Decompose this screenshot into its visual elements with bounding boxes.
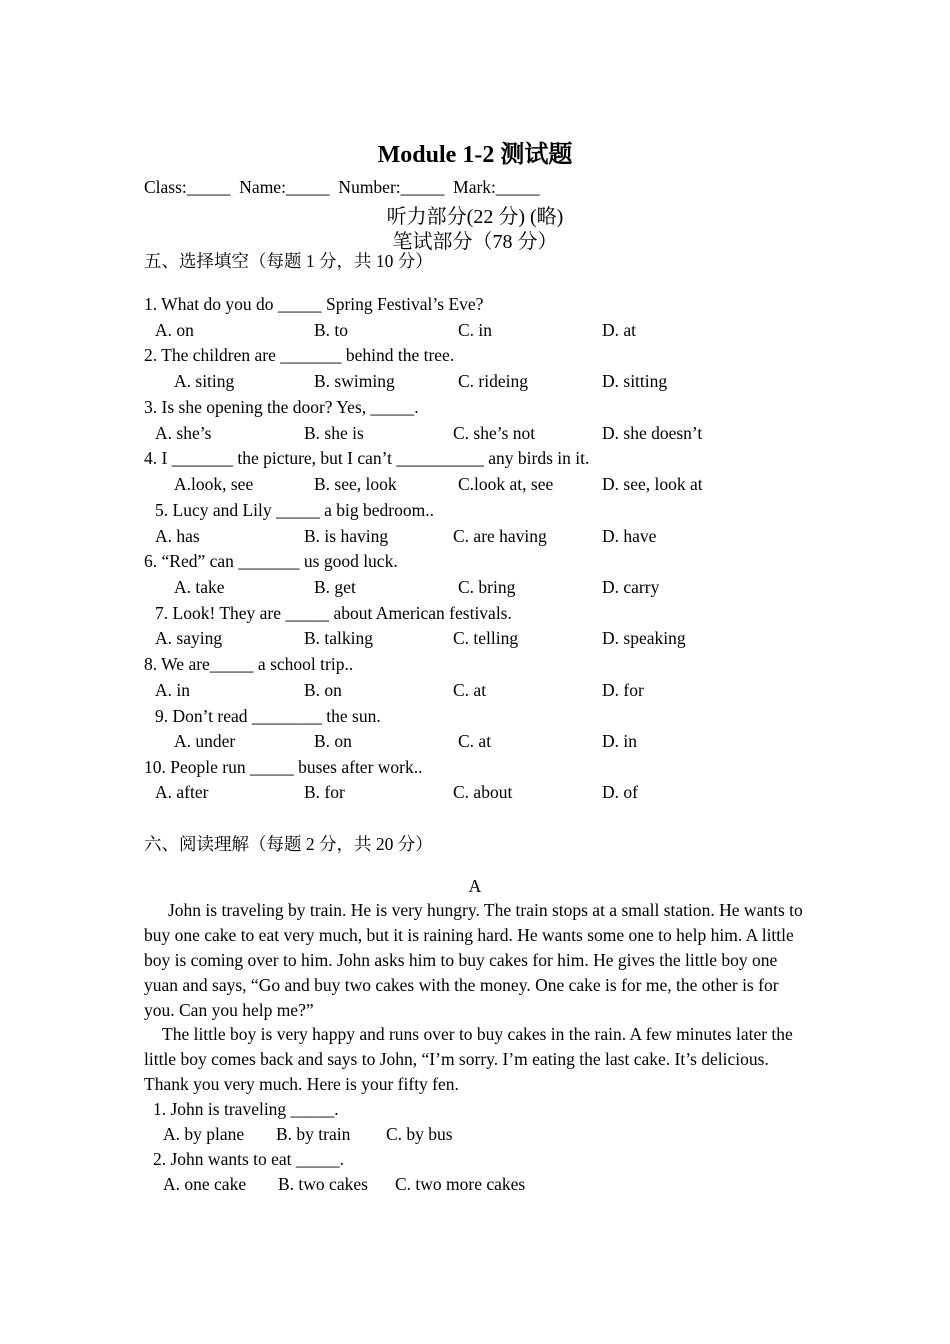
q2-option-c: C. rideing <box>458 371 528 391</box>
q8-option-b: B. on <box>304 680 342 700</box>
q7-option-d: D. speaking <box>602 628 686 648</box>
q1-option-c: C. in <box>458 320 493 340</box>
listening-text: 听力部分(22 分) (略) <box>386 206 564 228</box>
q7-option-c: C. telling <box>453 628 519 648</box>
question-5: 5. Lucy and Lily _____ a big bedroom.. <box>155 500 434 520</box>
q4-option-c: C.look at, see <box>458 474 554 494</box>
q9-option-c: C. at <box>458 731 492 751</box>
passage-paragraph-2: The little boy is very happy and runs over to buy cakes in the rain. A few minutes later the little boy comes back and says to John, “I’m sorry. I’m eating the last cake. It’s delicious. Thank you very much. Here is your fifty fen. <box>144 1024 793 1094</box>
q2-option-d: D. sitting <box>602 371 668 391</box>
question-3: 3. Is she opening the door? Yes, _____. <box>144 397 419 417</box>
rq1-option-a: A. by plane <box>163 1124 245 1144</box>
rq1-option-c: C. by bus <box>386 1124 453 1144</box>
question-10: 10. People run _____ buses after work.. <box>144 757 423 777</box>
page-title: Module 1-2 测试题 <box>377 142 573 168</box>
q3-option-b: B. she is <box>304 423 364 443</box>
q6-option-a: A. take <box>174 577 225 597</box>
question-6: 6. “Red” can _______ us good luck. <box>144 551 398 571</box>
q10-option-b: B. for <box>304 782 345 802</box>
q7-option-b: B. talking <box>304 628 374 648</box>
writing-text: 笔试部分（78 分） <box>392 231 558 253</box>
q6-option-d: D. carry <box>602 577 660 597</box>
q3-option-a: A. she’s <box>155 423 212 443</box>
q1-option-b: B. to <box>314 320 349 340</box>
q1-option-d: D. at <box>602 320 637 340</box>
section5-heading: 五、选择填空（每题 1 分，共 10 分） <box>144 251 433 271</box>
passage-label: A <box>468 876 482 896</box>
q6-option-b: B. get <box>314 577 356 597</box>
q5-option-c: C. are having <box>453 526 547 546</box>
info-line: Class:_____ Name:_____ Number:_____ Mark:_____ <box>144 177 540 197</box>
question-8: 8. We are_____ a school trip.. <box>144 654 354 674</box>
q4-option-a: A.look, see <box>174 474 254 494</box>
writing-heading <box>0 225 950 254</box>
question-7: 7. Look! They are _____ about American festivals. <box>155 603 512 623</box>
q4-option-b: B. see, look <box>314 474 397 494</box>
rq2-option-a: A. one cake <box>163 1174 247 1194</box>
q5-option-d: D. have <box>602 526 657 546</box>
q8-option-c: C. at <box>453 680 487 700</box>
q4-option-d: D. see, look at <box>602 474 703 494</box>
section6-heading: 六、阅读理解（每题 2 分，共 20 分） <box>144 834 433 854</box>
q1-option-a: A. on <box>155 320 194 340</box>
q10-option-a: A. after <box>155 782 209 802</box>
q10-option-d: D. of <box>602 782 638 802</box>
rq1-option-b: B. by train <box>276 1124 351 1144</box>
q3-option-c: C. she’s not <box>453 423 536 443</box>
q8-option-d: D. for <box>602 680 644 700</box>
q7-option-a: A. saying <box>155 628 223 648</box>
question-2: 2. The children are _______ behind the tree. <box>144 345 455 365</box>
q2-option-b: B. swiming <box>314 371 395 391</box>
reading-question-1: 1. John is traveling _____. <box>153 1099 339 1119</box>
q6-option-c: C. bring <box>458 577 516 597</box>
q5-option-a: A. has <box>155 526 200 546</box>
passage-paragraph-1: John is traveling by train. He is very hungry. The train stops at a small station. He wants to buy one cake to eat very much, but it is raining hard. He wants some one to help him. A little boy is coming over to him. John asks him to buy cakes for him. He gives the little boy one yuan and says, “Go and buy two cakes with the money. One cake is for me, the other is for you. Can you help me?” <box>144 900 803 1020</box>
q9-option-a: A. under <box>174 731 236 751</box>
question-9: 9. Don’t read ________ the sun. <box>155 706 381 726</box>
question-4: 4. I _______ the picture, but I can’t __________ any birds in it. <box>144 448 590 468</box>
q5-option-b: B. is having <box>304 526 389 546</box>
q8-option-a: A. in <box>155 680 190 700</box>
question-1: 1. What do you do _____ Spring Festival’s Eve? <box>144 294 484 314</box>
q9-option-b: B. on <box>314 731 352 751</box>
q3-option-d: D. she doesn’t <box>602 423 703 443</box>
q9-option-d: D. in <box>602 731 637 751</box>
q10-option-c: C. about <box>453 782 513 802</box>
reading-question-2: 2. John wants to eat _____. <box>153 1149 345 1169</box>
rq2-option-b: B. two cakes <box>278 1174 368 1194</box>
rq2-option-c: C. two more cakes <box>395 1174 526 1194</box>
q2-option-a: A. siting <box>174 371 235 391</box>
